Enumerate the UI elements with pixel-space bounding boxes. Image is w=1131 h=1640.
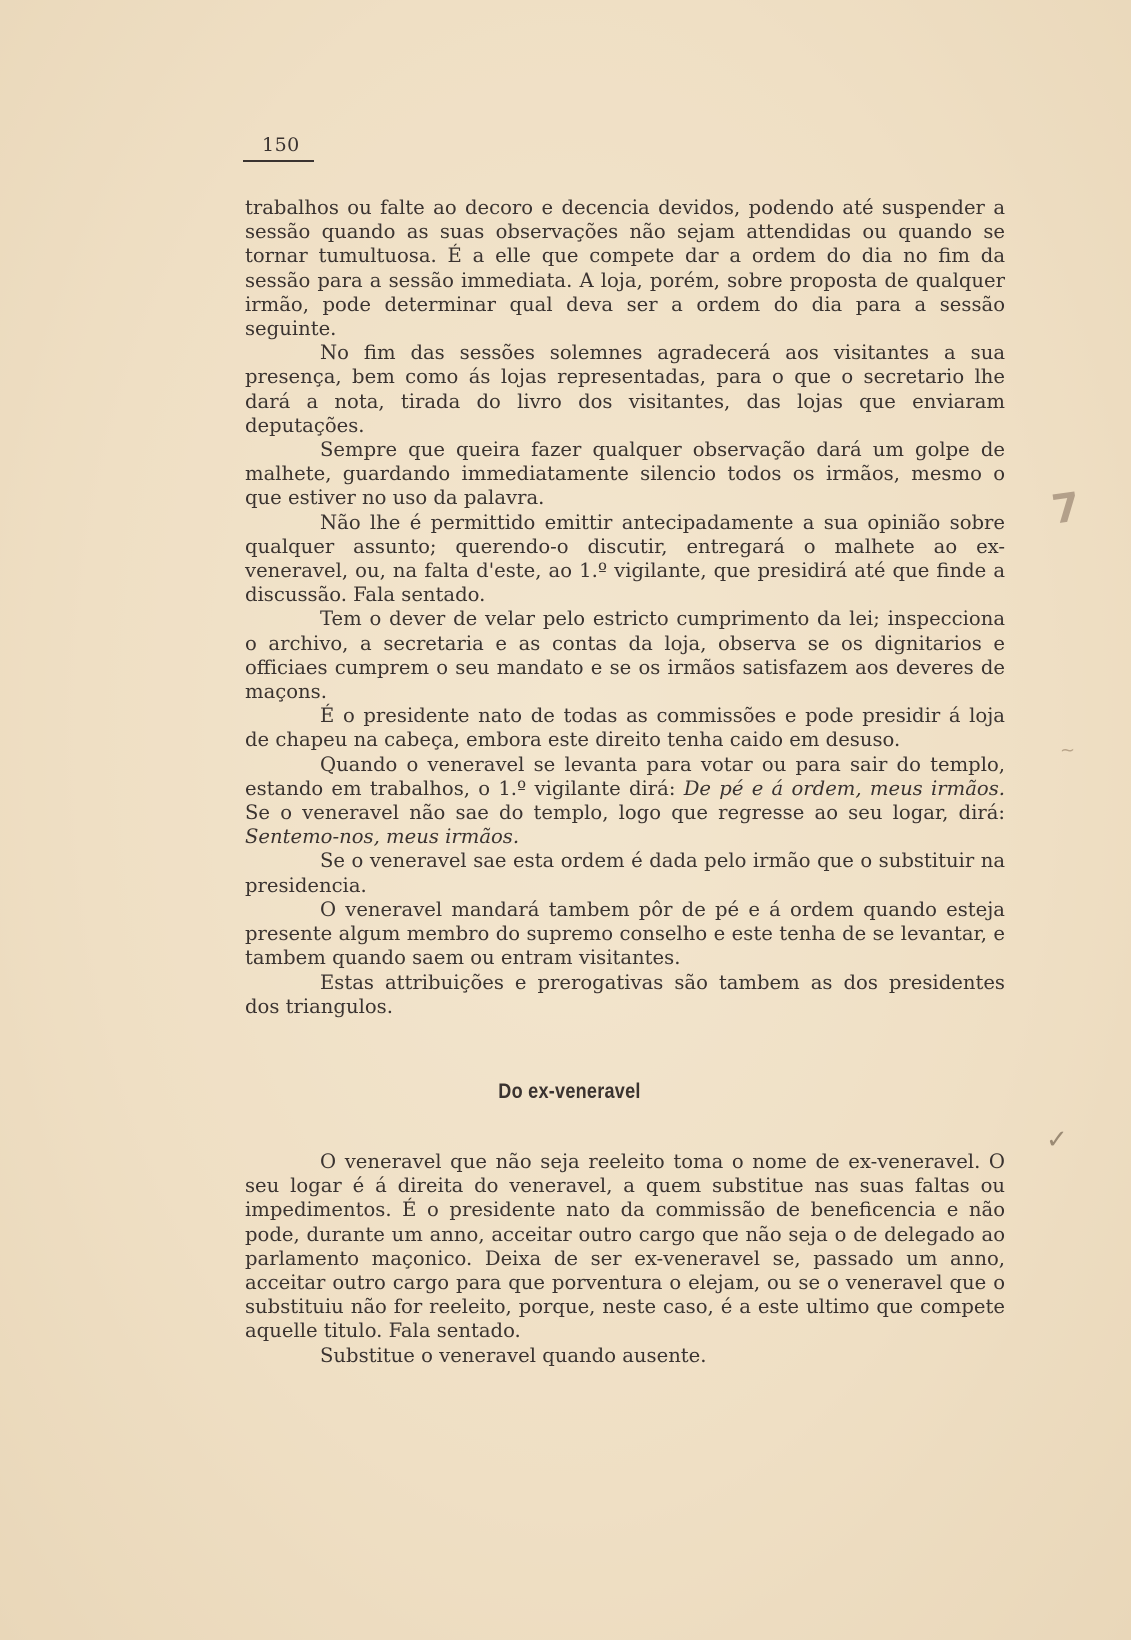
paragraph: trabalhos ou falte ao decoro e decencia devidos, podendo até suspender a sessão quando as suas observações não sejam attendidas ou quando se tornar tumultuosa. É a elle que compete dar a ordem do dia no fim da sessão para a sessão immediata. A loja, porém, sobre proposta de qualquer irmão, pode determinar qual deva ser a ordem do dia para a sessão seguinte. <box>245 196 1005 341</box>
ink-speck-mark: ~ <box>1060 740 1076 761</box>
paragraph: No fim das sessões solemnes agradecerá aos visitantes a sua presença, bem como ás lojas representadas, para o que o secretario lhe dará a nota, tirada do livro dos visitantes, das lojas que enviaram deputações. <box>245 341 1005 437</box>
paragraph-text: Quando o veneravel se levanta para votar ou para sair do templo, estando em trabalhos, o 1.º vigilante dirá: <box>245 752 1005 800</box>
paragraph: Substitue o veneravel quando ausente. <box>320 1343 707 1367</box>
paragraph: Estas attribuições e prerogativas são tambem as dos presidentes dos triangulos. <box>245 970 1005 1018</box>
page-number-rule <box>243 160 314 162</box>
main-text-block <box>245 196 1005 1019</box>
italic-phrase: Sentemo-nos, meus irmãos. <box>245 825 520 849</box>
section-text-block <box>245 1150 1005 1368</box>
italic-phrase: De pé e á ordem, meus irmãos. <box>683 776 1005 800</box>
paragraph: Sempre que queira fazer qualquer observação dará um golpe de malhete, guardando immediatamente silencio todos os irmãos, mesmo o que estiver no uso da palavra. <box>245 438 1005 510</box>
section-heading: Do ex-veneravel <box>498 1080 641 1103</box>
ink-speck-mark: ✓ <box>1046 1125 1068 1155</box>
paragraph: O veneravel mandará tambem pôr de pé e á ordem quando esteja presente algum membro do supremo conselho e este tenha de se levantar, e tambem quando saem ou entram visitantes. <box>245 897 1005 970</box>
page-number: 150 <box>262 134 300 156</box>
paragraph: Não lhe é permittido emittir antecipadamente a sua opinião sobre qualquer assunto; querendo-o discutir, entregará o malhete ao ex-veneravel, ou, na falta d'este, ao 1.º vigilante, que presidirá até que finde a discussão. Fala sentado. <box>245 510 1005 607</box>
paragraph: É o presidente nato de todas as commissões e pode presidir á loja de chapeu na cabeça, embora este direito tenha caido em desuso. <box>245 704 1005 752</box>
paragraph: O veneravel que não seja reeleito toma o nome de ex-veneravel. O seu logar é á direita do veneravel, a quem substitue nas suas faltas ou impedimentos. É o presidente nato da commissão de beneficencia e não pode, durante um anno, acceitar outro cargo que não seja o de delegado ao parlamento maçonico. Deixa de ser ex-veneravel se, passado um anno, acceitar outro cargo para que porventura o elejam, ou se o veneravel que o substituiu não for reeleito, porque, neste caso, é a este ultimo que compete aquelle titulo. Fala sentado. <box>245 1150 1005 1343</box>
paragraph-with-italics <box>245 753 1005 850</box>
ink-blot-mark: 7 <box>1048 484 1083 534</box>
paragraph-text: Se o veneravel não sae do templo, logo que regresse ao seu logar, dirá: <box>245 801 1005 825</box>
paragraph: Tem o dever de velar pelo estricto cumprimento da lei; inspecciona o archivo, a secretaria e as contas da loja, observa se os dignitarios e officiaes cumprem o seu mandato e se os irmãos satisfazem aos deveres de maçons. <box>245 607 1005 704</box>
paragraph: Se o veneravel sae esta ordem é dada pelo irmão que o substituir na presidencia. <box>245 849 1005 897</box>
